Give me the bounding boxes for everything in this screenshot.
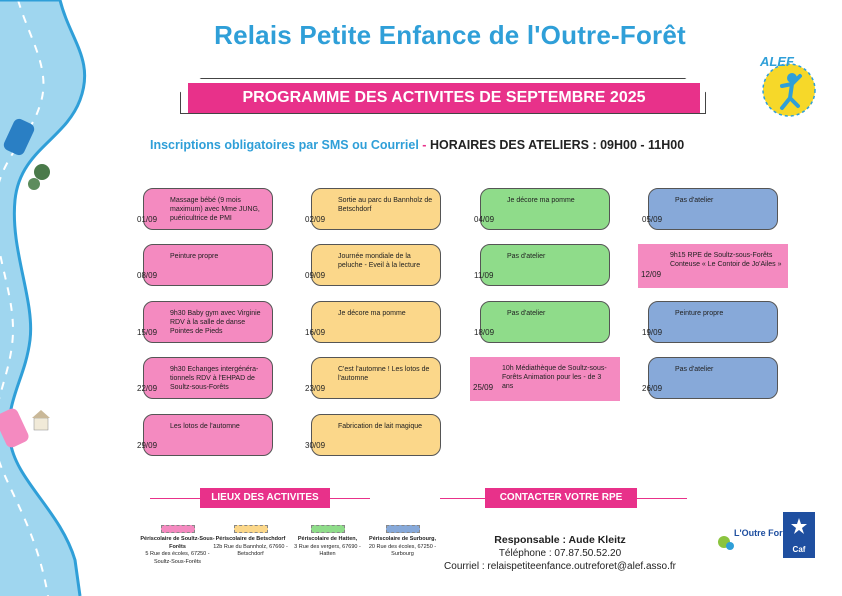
activity-date: 15/09: [137, 328, 158, 337]
location-name: Périscolaire de Betschdorf: [215, 536, 286, 542]
location-address: 3 Rue des vergers, 67690 - Hatten: [294, 543, 361, 557]
activity-text: Peinture propre: [170, 253, 219, 260]
responsable: Responsable : Aude Kleitz: [494, 534, 626, 546]
activity-date: 23/09: [305, 384, 326, 393]
activity-card: [470, 357, 620, 401]
location-item: [365, 525, 440, 559]
activity-text: 9h30 Baby gym avec Virginie RDV à la salle de danse Pointes de Pieds: [170, 310, 261, 335]
activity-text: Massage bébé (9 mois maximum) avec Mme JUNG, puéricultrice de PMI: [170, 197, 260, 222]
activity-text: Je décore ma pomme: [338, 310, 406, 317]
activity-card: [305, 188, 441, 230]
activity-card: [137, 301, 273, 343]
activity-text: C'est l'automne ! Les lotos de l'automne: [338, 366, 430, 382]
activity-text: Journée mondiale de la peluche - Eveil à la lecture: [338, 253, 421, 269]
activity-text: Pas d'atelier: [507, 310, 546, 317]
info-line: [150, 138, 770, 152]
activity-card: [474, 301, 610, 343]
activity-card: [137, 414, 273, 456]
activity-card: [642, 301, 778, 343]
activity-date: 18/09: [474, 328, 495, 337]
activity-card: [305, 301, 441, 343]
activity-date: 16/09: [305, 328, 326, 337]
contact-heading: CONTACTER VOTRE RPE: [485, 488, 637, 508]
lieux-heading: LIEUX DES ACTIVITES: [200, 488, 330, 508]
activity-text: 10h Médiathèque de Soultz-sous-Forêts Animation pour les - de 3 ans: [502, 365, 607, 390]
activity-date: 01/09: [137, 215, 158, 224]
activity-card: [305, 414, 441, 456]
location-name: Périscolaire de Hatten,: [297, 536, 358, 542]
program-banner: [180, 78, 710, 116]
activity-card: [137, 244, 273, 286]
activity-date: 04/09: [474, 215, 495, 224]
page-title: Relais Petite Enfance de l'Outre-Forêt: [214, 20, 686, 50]
divider-line: [330, 498, 370, 499]
activity-text: 9h30 Echanges intergénéra-tionnels RDV à l'EHPAD de Soultz-sous-Forêts: [170, 366, 259, 391]
activity-date: 12/09: [641, 270, 662, 279]
location-color-swatch: [386, 525, 420, 533]
location-color-swatch: [234, 525, 268, 533]
activity-text: Peinture propre: [675, 310, 724, 317]
activity-text: Pas d'atelier: [507, 253, 546, 260]
activity-card: [474, 244, 610, 286]
telephone: Téléphone : 07.87.50.52.20: [498, 548, 622, 559]
activity-date: 08/09: [137, 271, 158, 280]
caf-logo: [783, 512, 815, 558]
divider-line: [440, 498, 485, 499]
activity-date: 26/09: [642, 384, 663, 393]
activity-date: 29/09: [137, 441, 158, 450]
activity-date: 02/09: [305, 215, 326, 224]
activity-text: Je décore ma pomme: [507, 197, 575, 204]
horaires-text: HORAIRES DES ATELIERS : 09H00 - 11H00: [429, 138, 685, 152]
activity-text: 9h15 RPE de Soultz-sous-Forêts Conteuse « Le Contoir de Jo'Ailes »: [670, 252, 782, 268]
alef-logo: [752, 50, 826, 126]
location-address: 20 Rue des écoles, 67250 - Surbourg: [368, 543, 437, 557]
activity-card: [642, 188, 778, 230]
house-icon: [32, 410, 50, 430]
activity-card: [305, 357, 441, 399]
outre-foret-text: L'Outre Forêt: [734, 528, 791, 538]
contact-block: [430, 534, 690, 573]
location-color-swatch: [311, 525, 345, 533]
activity-text: Sortie au parc du Bannholz de Betschdorf: [338, 197, 433, 213]
activity-card: [137, 357, 273, 399]
activity-card: [642, 357, 778, 399]
activity-card: [137, 188, 273, 230]
courriel: Courriel : relaispetiteenfance.outreforet@alef.asso.fr: [444, 561, 676, 572]
activity-text: Pas d'atelier: [675, 366, 714, 373]
tree-icon: [28, 164, 50, 190]
activity-text: Les lotos de l'automne: [170, 423, 240, 430]
banner-text: PROGRAMME DES ACTIVITES DE SEPTEMBRE 2025: [242, 89, 646, 106]
activity-date: 05/09: [642, 215, 663, 224]
alef-logo-text: ALEF: [760, 54, 794, 69]
location-item: [290, 525, 365, 559]
outre-foret-logo: [716, 516, 791, 556]
activity-date: 11/09: [474, 271, 494, 280]
activity-date: 30/09: [305, 441, 326, 450]
location-address: 5 Rue des écoles, 67250 - Soultz-Sous-Forêts: [145, 551, 210, 565]
activity-date: 25/09: [473, 383, 494, 392]
location-address: 12b Rue du Bannholz, 67660 - Betschdorf: [213, 543, 288, 557]
location-item: [140, 525, 215, 566]
activity-card: [305, 244, 441, 286]
info-separator: -: [422, 138, 427, 152]
divider-line: [637, 498, 687, 499]
inscriptions-text: Inscriptions obligatoires par SMS ou Courriel: [150, 138, 419, 152]
activity-card: [474, 188, 610, 230]
activity-text: Fabrication de lait magique: [338, 423, 423, 430]
location-item: [213, 525, 288, 559]
caf-text: Caf: [792, 545, 806, 554]
activity-date: 19/09: [642, 328, 663, 337]
activity-text: Pas d'atelier: [675, 197, 714, 204]
location-name: Périscolaire de Soultz-Sous-Forêts: [140, 536, 215, 550]
activity-card: [638, 244, 788, 288]
location-name: Périscolaire de Surbourg,: [369, 536, 436, 542]
activity-date: 09/09: [305, 271, 326, 280]
divider-line: [150, 498, 200, 499]
activity-date: 22/09: [137, 384, 158, 393]
location-color-swatch: [161, 525, 195, 533]
